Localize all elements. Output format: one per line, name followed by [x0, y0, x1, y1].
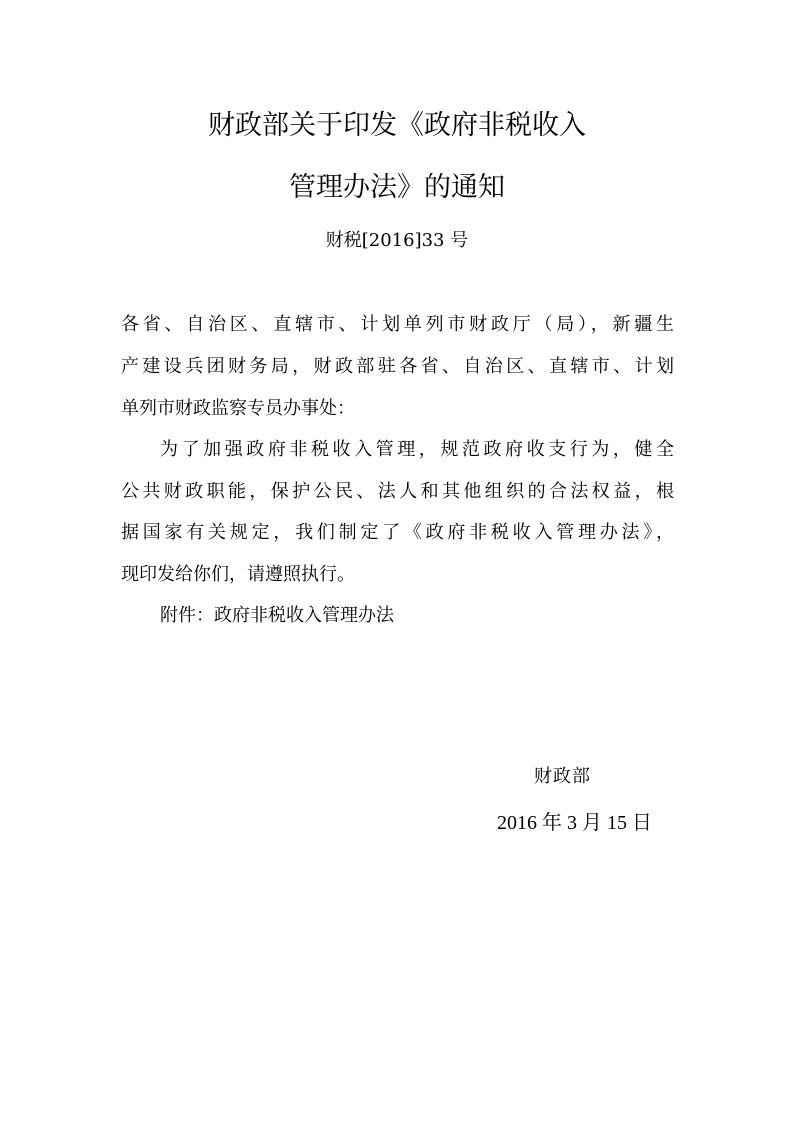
addressee-line-1: 各省、自治区、直辖市、计划单列市财政厅（局），新疆生: [121, 314, 674, 335]
document-title-line-2: 管理办法》的通知: [289, 172, 505, 203]
body-line-2: 公共财政职能，保护公民、法人和其他组织的合法权益，根: [121, 481, 674, 502]
attachment-line: 附件：政府非税收入管理办法: [160, 605, 394, 626]
document-number: 财税[2016]33 号: [325, 230, 469, 251]
body-line-1: 为了加强政府非税收入管理，规范政府收支行为，健全: [160, 439, 674, 460]
body-line-4: 现印发给你们，请遵照执行。: [121, 564, 355, 585]
document-title-line-1: 财政部关于印发《政府非税收入: [208, 110, 586, 141]
signature-date: 2016 年 3 月 15 日: [497, 812, 652, 834]
addressee-line-2: 产建设兵团财务局，财政部驻各省、自治区、直辖市、计划: [121, 356, 674, 377]
signature-organization: 财政部: [534, 766, 591, 787]
addressee-line-3: 单列市财政监察专员办事处：: [121, 398, 355, 419]
body-line-3: 据国家有关规定，我们制定了《政府非税收入管理办法》，: [121, 522, 674, 543]
